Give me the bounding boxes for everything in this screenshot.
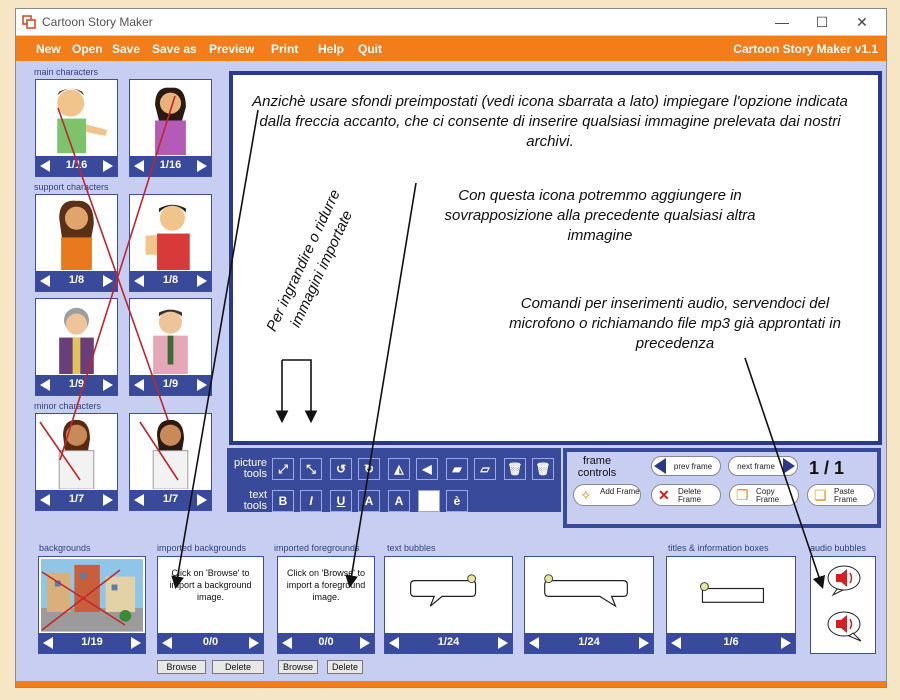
text-color-picker[interactable] [418,490,440,512]
imported-foreground-hint: Click on 'Browse' to import a foreground image. [286,568,366,602]
shrink-icon[interactable]: ⤡ [300,458,322,480]
next-arrow-icon[interactable] [103,160,113,172]
next-arrow-icon[interactable] [197,160,207,172]
character-image [38,197,115,270]
delete-frame-icon: ✕ [658,487,670,503]
frame-controls-label: frame controls [577,455,617,479]
next-arrow-icon[interactable] [360,637,370,649]
next-arrow-icon[interactable] [197,275,207,287]
text-bubble-card[interactable] [524,556,654,654]
character-card[interactable] [35,194,118,292]
minor-characters-label: minor characters [34,401,102,411]
imported-backgrounds-label: imported backgrounds [157,543,247,553]
next-arrow-icon[interactable] [131,637,141,649]
trash-icon[interactable]: 🗑 [504,458,526,480]
next-frame-arrow-icon [783,458,795,474]
imported-foreground-count: 0/0 [318,636,334,648]
title-box-card[interactable] [666,556,796,654]
rotate-right-icon[interactable]: ↻ [358,458,380,480]
frame-controls-panel [563,448,881,528]
font-smaller-button[interactable]: A [388,490,410,512]
add-frame-label: Add Frame [600,487,640,496]
next-arrow-icon[interactable] [639,637,649,649]
picture-tools-label: picture tools [233,457,267,480]
backgrounds-label: backgrounds [39,543,91,553]
italic-button[interactable]: I [300,490,322,512]
app-version: Cartoon Story Maker v1.1 [733,42,878,56]
title-box-count: 1/6 [723,636,739,648]
tools-panel [227,448,561,512]
next-arrow-icon[interactable] [103,494,113,506]
copy-frame-label: Copy Frame [756,487,780,504]
window-title: Cartoon Story Maker [42,15,153,29]
title-box-image [669,559,793,632]
prev-frame-label: prev frame [673,462,713,471]
speech-bubble-image [387,559,510,632]
menu-print[interactable]: Print [271,42,299,56]
bring-forward-icon[interactable]: ▰ [446,458,468,480]
character-nav [36,271,117,291]
character-count: 1/7 [162,493,179,505]
character-card[interactable] [129,298,212,396]
character-count: 1/8 [162,274,179,286]
text-bubble-count: 1/24 [437,636,460,648]
prev-frame-arrow-icon [654,458,666,474]
annotation-foregrounds: Con questa icona potremmo aggiungere in sovrapposizione alla precedente qualsiasi altra immagine [444,187,756,244]
imported-background-hint: Click on 'Browse' to import a background image. [169,568,252,602]
character-count: 1/7 [68,493,85,505]
menu-new[interactable]: New [36,42,61,56]
speech-bubble-image [527,559,651,632]
frame-counter: 1 / 1 [809,458,845,478]
text-bubble-count: 1/24 [578,636,600,648]
character-image [132,197,209,270]
next-arrow-icon[interactable] [197,494,207,506]
imported-background-count: 0/0 [202,636,219,648]
background-image [41,559,143,632]
menu-open[interactable]: Open [72,42,103,56]
imported-foregrounds-label: imported foregrounds [274,543,360,553]
character-image [132,301,209,374]
character-nav [130,375,211,395]
flip-vertical-icon[interactable]: ◀ [416,458,438,480]
prev-frame-button[interactable] [651,456,721,476]
maximize-button[interactable]: ☐ [815,14,829,30]
delete-frame-button[interactable] [651,484,721,506]
character-card[interactable] [129,79,212,177]
paste-frame-button[interactable] [807,484,875,506]
delete-all-icon[interactable]: 🗑 [532,458,554,480]
imported-foreground-card[interactable] [277,556,375,654]
menu-bar [16,36,886,61]
character-card[interactable] [35,298,118,396]
character-image [132,416,209,489]
character-card[interactable] [129,413,212,511]
underline-button[interactable]: U [330,490,352,512]
bold-button[interactable]: B [272,490,294,512]
font-larger-button[interactable]: A [358,490,380,512]
audio-file-bubble-icon[interactable] [825,609,863,643]
next-frame-button[interactable] [728,456,798,476]
copy-frame-icon: ❐ [736,487,749,503]
speaker-bubble-icon[interactable] [825,563,863,597]
imported-background-card[interactable] [157,556,264,654]
character-card[interactable] [35,79,118,177]
title-box-nav [667,633,795,653]
background-card[interactable] [38,556,146,654]
add-frame-button[interactable] [573,484,641,506]
character-count: 1/16 [65,159,88,171]
delete-background-button[interactable]: Delete [212,660,264,674]
paste-frame-label: Paste Frame [834,487,858,504]
character-image [38,416,115,489]
character-count: 1/9 [162,378,179,390]
minimize-button[interactable]: — [775,14,789,30]
flip-horizontal-icon[interactable]: ◭ [388,458,410,480]
next-arrow-icon[interactable] [197,379,207,391]
next-arrow-icon[interactable] [103,275,113,287]
background-nav [39,633,145,653]
next-frame-label: next frame [737,462,775,471]
next-arrow-icon[interactable] [498,637,508,649]
audio-bubbles-box [810,556,876,654]
imported-background-nav [158,633,263,653]
browse-foreground-button[interactable]: Browse [278,660,318,674]
delete-frame-label: Delete Frame [678,487,702,504]
background-count: 1/19 [81,636,103,648]
character-image [38,82,115,155]
character-nav [130,271,211,291]
menu-save-as[interactable]: Save as [152,42,197,56]
menu-save[interactable]: Save [112,42,141,56]
browse-background-button[interactable]: Browse [157,660,206,674]
character-image [38,301,115,374]
character-nav [130,156,211,176]
add-frame-icon: ✧ [580,487,592,503]
paste-frame-icon: ❏ [814,487,827,503]
menu-quit[interactable]: Quit [358,42,382,56]
character-card[interactable] [35,413,118,511]
text-tools-label: text tools [243,489,267,512]
app-logo-icon [22,15,36,29]
copy-frame-button[interactable] [729,484,799,506]
audio-bubbles-label: audio bubbles [810,543,867,553]
close-button[interactable]: ✕ [856,14,868,30]
menu-help[interactable]: Help [318,42,345,56]
annotation-audio: Comandi per inserimenti audio, servendoci del microfono o richiamando file mp3 già approntati in precedenza [509,295,841,352]
character-count: 1/9 [68,378,85,390]
character-nav [36,375,117,395]
enlarge-icon[interactable]: ⤢ [272,458,294,480]
menu-preview[interactable]: Preview [209,42,255,56]
titles-boxes-label: titles & information boxes [668,543,769,553]
imported-foreground-body [280,559,372,631]
title-bar [16,9,886,35]
next-arrow-icon[interactable] [781,637,791,649]
character-nav [36,156,117,176]
special-char-button[interactable]: è [446,490,468,512]
annotation-backgrounds: Anzichè usare sfondi preimpostati (vedi icona sbarrata a lato) impiegare l'opzione indicata dalla freccia accanto, che ci consente di inserire qualsiasi immagine prelevata dai nostri archivi. [252,93,848,150]
text-bubble-card[interactable] [384,556,513,654]
bottom-accent-strip [16,681,886,687]
character-nav [36,490,117,510]
frame-controls-inner [567,452,877,524]
next-arrow-icon[interactable] [103,379,113,391]
imported-background-body [160,559,261,631]
next-arrow-icon[interactable] [249,637,259,649]
character-nav [130,490,211,510]
imported-foreground-nav [278,633,374,653]
rotate-left-icon[interactable]: ↺ [330,458,352,480]
support-characters-label: support characters [34,182,109,192]
character-image [132,82,209,155]
annotation-resize: Per ingrandire o ridurre immagini importate [263,187,357,335]
send-backward-icon[interactable]: ▱ [474,458,496,480]
character-count: 1/8 [68,274,85,286]
character-count: 1/16 [159,159,182,171]
text-bubbles-label: text bubbles [387,543,436,553]
text-bubble-nav [385,633,512,653]
text-bubble-nav [525,633,653,653]
main-characters-label: main characters [34,67,99,77]
character-card[interactable] [129,194,212,292]
delete-foreground-button[interactable]: Delete [327,660,363,674]
